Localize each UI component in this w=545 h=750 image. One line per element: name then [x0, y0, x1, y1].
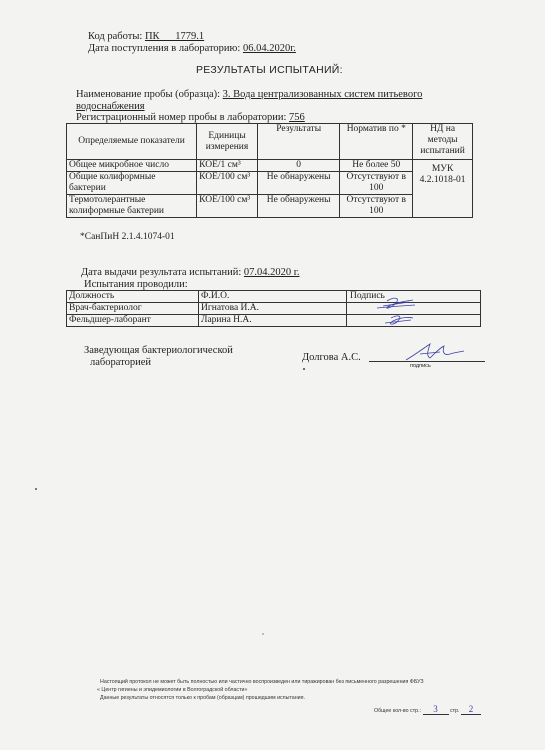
staff1-position: Врач-бактериолог	[67, 303, 199, 315]
receipt-date-line	[88, 43, 296, 54]
pages-label: Общее кол-во стр.:	[374, 708, 422, 714]
page-label: стр.	[449, 708, 460, 714]
head-name: Долгова А.С.	[302, 352, 361, 363]
method-cell: МУК 4.2.1018-01	[413, 160, 473, 218]
table-row	[67, 172, 473, 195]
sample-name-value-2: водоснабжения	[76, 101, 145, 112]
staff-signatures-image	[365, 292, 425, 332]
issue-date-line	[81, 267, 300, 278]
work-code-label: Код работы:	[88, 31, 143, 42]
row3-unit: КОЕ/100 см³	[197, 195, 258, 218]
results-table	[66, 123, 473, 218]
footer-line-2: « Центр гигиены и эпидемиологии в Волгоградской области»	[97, 687, 248, 693]
header-unit: Единицы измерения	[197, 124, 258, 160]
staff-header-position: Должность	[67, 291, 199, 303]
footer-line-1: Настоящий протокол не может быть полностью или частично воспроизведен или тиражирован без письменного разрешения ФБУЗ	[100, 679, 424, 685]
header-method: НД на методы испытаний	[413, 124, 473, 160]
signature-caption: подпись	[410, 363, 431, 369]
sample-name-value-1: 3. Вода централизованных систем питьевого	[222, 89, 423, 100]
row1-unit: КОЕ/1 см³	[197, 160, 258, 172]
document-title: РЕЗУЛЬТАТЫ ИСПЫТАНИЙ:	[196, 64, 343, 76]
row3-indicator: Термотолерантные колиформные бактерии	[67, 195, 197, 218]
footer-line-3: Данные результаты относятся только к пробам (образцам) прошедшим испытания.	[100, 695, 305, 701]
row2-result: Не обнаружены	[257, 172, 340, 195]
ink-dot	[262, 633, 264, 635]
registration-line	[76, 112, 305, 123]
receipt-date-value: 06.04.2020г.	[242, 43, 296, 54]
staff2-name: Ларина Н.А.	[199, 315, 347, 327]
footer-pages	[374, 704, 481, 715]
header-result: Результаты	[257, 124, 340, 160]
registration-value: 756	[289, 112, 305, 123]
results-header-row	[67, 124, 473, 160]
ink-dot	[35, 488, 37, 490]
head-position-1: Заведующая бактериологической	[84, 345, 233, 356]
row2-unit: КОЕ/100 см³	[197, 172, 258, 195]
pages-value: 3	[423, 704, 449, 715]
row2-indicator: Общие колиформные бактерии	[67, 172, 197, 195]
head-signature-image	[400, 340, 470, 364]
work-code-value: ПК 1779.1	[144, 31, 205, 42]
staff-header-signature: Подпись	[347, 291, 481, 303]
staff-header-name: Ф.И.О.	[199, 291, 347, 303]
receipt-date-label: Дата поступления в лабораторию:	[88, 43, 241, 54]
row1-result: 0	[257, 160, 340, 172]
ink-dot	[303, 368, 305, 370]
issue-date-value: 07.04.2020 г.	[243, 267, 300, 278]
row1-norm: Не более 50	[340, 160, 413, 172]
registration-label: Регистрационный номер пробы в лаборатории:	[76, 112, 287, 123]
tests-conducted-label: Испытания проводили:	[84, 279, 188, 290]
row3-result: Не обнаружены	[257, 195, 340, 218]
staff1-name: Игнатова И.А.	[199, 303, 347, 315]
sample-name-line	[76, 89, 422, 100]
table-row	[67, 195, 473, 218]
sample-name-label: Наименование пробы (образца):	[76, 89, 221, 100]
head-position-2: лабораторией	[90, 357, 151, 368]
page-value: 2	[461, 704, 481, 715]
header-indicator: Определяемые показатели	[67, 124, 197, 160]
row2-norm: Отсутствуют в 100	[340, 172, 413, 195]
table-row	[67, 160, 473, 172]
issue-date-label: Дата выдачи результата испытаний:	[81, 267, 242, 278]
norm-note: *СанПиН 2.1.4.1074-01	[80, 232, 175, 242]
staff2-position: Фельдшер-лаборант	[67, 315, 199, 327]
header-norm: Норматив по *	[340, 124, 413, 160]
row1-indicator: Общее микробное число	[67, 160, 197, 172]
row3-norm: Отсутствуют в 100	[340, 195, 413, 218]
work-code-line	[88, 31, 204, 42]
